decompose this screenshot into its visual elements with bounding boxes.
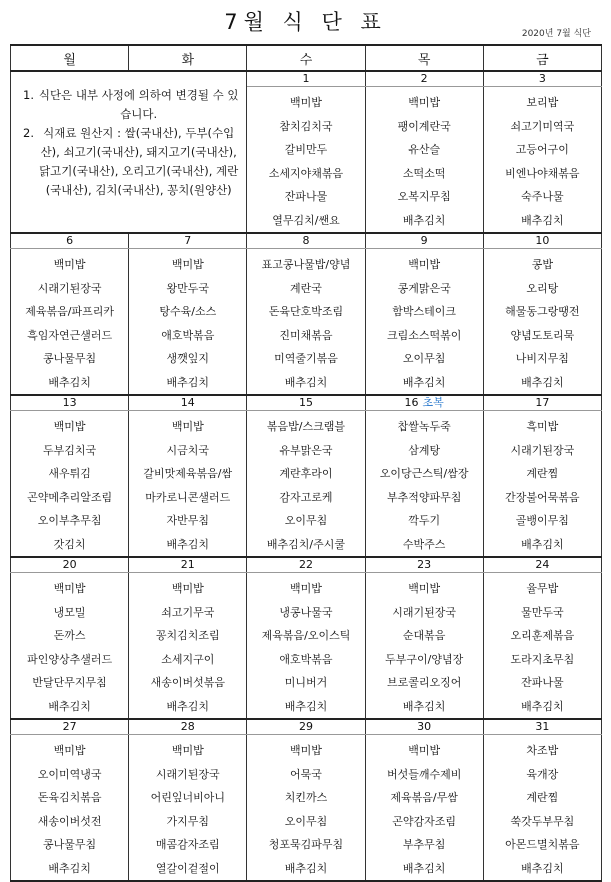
meal-item: 콩밥 bbox=[531, 258, 553, 271]
meal-item: 배추김치 bbox=[48, 861, 91, 875]
meal-item: 진미채볶음 bbox=[279, 328, 333, 342]
meal-item: 쇠고기미역국 bbox=[510, 119, 575, 133]
meal-item: 백미밥 bbox=[53, 420, 86, 433]
meal-item: 백미밥 bbox=[171, 258, 204, 271]
meal-item: 백미밥 bbox=[408, 744, 441, 757]
date-cell bbox=[129, 395, 247, 411]
date-number: 7 bbox=[184, 234, 192, 247]
meal-item: 매콤감자조림 bbox=[155, 838, 220, 851]
date-cell bbox=[483, 395, 601, 411]
meal-item: 백미밥 bbox=[171, 420, 204, 433]
meal-item: 계란찜 bbox=[526, 467, 559, 480]
meal-item: 율무밥 bbox=[526, 582, 559, 595]
date-cell bbox=[11, 557, 129, 573]
date-cell bbox=[247, 557, 365, 573]
date-number: 31 bbox=[535, 720, 550, 733]
notice-text: 식재료 원산지 : 쌀(국내산), 두부(수입산), 쇠고기(국내산), 돼지고기(국내산), 닭고기(국내산), 오리고기(국내산), 계란(국내산), 김치(국내산), 꽁치(원양산) bbox=[39, 126, 239, 197]
notice-number: 2. bbox=[23, 126, 34, 140]
date-label: 2020년 7월 식단 bbox=[521, 29, 591, 39]
meal-item: 오이부추무침 bbox=[37, 514, 102, 527]
menu-table bbox=[10, 44, 602, 882]
date-number: 9 bbox=[420, 234, 428, 247]
meal-list bbox=[484, 87, 601, 232]
meal-item: 소떡소떡 bbox=[402, 166, 446, 180]
week-meals-row bbox=[11, 573, 602, 720]
meal-item: 두부구이/양념장 bbox=[385, 652, 464, 666]
meal-item: 비엔나야채볶음 bbox=[505, 166, 580, 180]
meal-item: 어린잎너비아니 bbox=[150, 791, 225, 804]
meal-item: 백미밥 bbox=[408, 96, 441, 109]
date-cell bbox=[365, 71, 483, 87]
meal-item: 배추김치 bbox=[521, 375, 564, 389]
date-cell bbox=[247, 395, 365, 411]
day-header: 수 bbox=[247, 45, 365, 71]
date-number: 3 bbox=[538, 72, 546, 85]
meal-cell bbox=[11, 735, 129, 882]
meal-item: 오리탕 bbox=[526, 281, 559, 295]
holiday-label: 초복 bbox=[422, 396, 444, 409]
meal-list bbox=[366, 87, 483, 232]
meal-item: 배추김치 bbox=[521, 699, 564, 713]
meal-item: 콩게맑은국 bbox=[397, 281, 451, 295]
meal-cell bbox=[365, 573, 483, 720]
meal-item: 배추김치 bbox=[48, 375, 91, 389]
meal-item: 냉모밀 bbox=[53, 605, 86, 619]
meal-item: 배추김치 bbox=[166, 537, 210, 551]
meal-item: 콩나물무침 bbox=[43, 352, 97, 365]
meal-item: 돈까스 bbox=[53, 629, 86, 642]
meal-cell bbox=[129, 573, 247, 720]
day-header: 화 bbox=[129, 45, 247, 71]
meal-item: 백미밥 bbox=[171, 744, 204, 757]
meal-cell bbox=[11, 249, 129, 396]
meal-cell bbox=[483, 87, 601, 234]
meal-list bbox=[129, 249, 246, 394]
date-cell bbox=[365, 395, 483, 411]
meal-item: 두부김치국 bbox=[43, 443, 97, 457]
meal-item: 순대볶음 bbox=[402, 629, 446, 642]
meal-item: 시래기된장국 bbox=[392, 605, 457, 619]
meal-list bbox=[484, 735, 601, 880]
meal-item: 배추김치 bbox=[402, 861, 446, 875]
meal-item: 어묵국 bbox=[290, 767, 322, 781]
meal-item: 애호박볶음 bbox=[279, 652, 333, 666]
meal-item: 볶음밥/스크램블 bbox=[266, 420, 346, 433]
meal-item: 배추김치 bbox=[402, 699, 446, 713]
meal-item: 새송이버섯전 bbox=[37, 814, 102, 828]
meal-item: 백미밥 bbox=[53, 258, 86, 271]
meal-item: 계란국 bbox=[290, 281, 322, 295]
date-cell bbox=[11, 719, 129, 735]
meal-list bbox=[247, 735, 364, 880]
meal-item: 백미밥 bbox=[408, 258, 441, 271]
meal-item: 배추김치 bbox=[166, 375, 210, 389]
meal-item: 양념도토리묵 bbox=[510, 328, 575, 342]
meal-list bbox=[11, 735, 128, 880]
meal-item: 배추김치 bbox=[166, 699, 210, 713]
meal-item: 열갈이겉절이 bbox=[155, 861, 220, 875]
meal-cell bbox=[247, 249, 365, 396]
week-date-row bbox=[11, 557, 602, 573]
meal-cell bbox=[247, 411, 365, 558]
meal-item: 자반무침 bbox=[166, 514, 210, 527]
meal-cell bbox=[129, 411, 247, 558]
meal-list bbox=[11, 411, 128, 556]
meal-item: 흑미밥 bbox=[526, 420, 559, 433]
notice-text: 식단은 내부 사정에 의하여 변경될 수 있습니다. bbox=[38, 88, 239, 121]
date-number: 30 bbox=[417, 720, 432, 733]
meal-item: 꽁치김치조림 bbox=[155, 629, 220, 642]
meal-list bbox=[484, 573, 601, 718]
date-cell bbox=[483, 233, 601, 249]
meal-item: 쇠고기무국 bbox=[161, 605, 215, 619]
meal-item: 갈비만두 bbox=[284, 143, 328, 156]
date-number: 10 bbox=[535, 234, 550, 247]
date-number: 22 bbox=[298, 558, 313, 571]
date-number: 23 bbox=[417, 558, 432, 571]
date-cell bbox=[11, 233, 129, 249]
week-meals-row bbox=[11, 249, 602, 396]
date-number: 15 bbox=[298, 396, 313, 409]
meal-item: 제육볶음/무쌈 bbox=[390, 791, 458, 804]
meal-item: 물만두국 bbox=[521, 605, 564, 619]
meal-item: 오리훈제볶음 bbox=[510, 629, 575, 642]
meal-item: 계란후라이 bbox=[279, 467, 333, 480]
meal-item: 파인양상추샐러드 bbox=[27, 652, 113, 666]
date-cell bbox=[365, 719, 483, 735]
meal-item: 배추김치 bbox=[521, 537, 564, 551]
date-cell bbox=[247, 719, 365, 735]
meal-item: 나비지무침 bbox=[515, 352, 569, 365]
meal-item: 시래기된장국 bbox=[37, 281, 102, 295]
meal-item: 미역줄기볶음 bbox=[274, 352, 338, 365]
meal-item: 부추적양파무침 bbox=[386, 490, 462, 504]
meal-cell bbox=[129, 735, 247, 882]
meal-item: 치킨까스 bbox=[284, 791, 328, 804]
meal-item: 미니버거 bbox=[284, 676, 328, 689]
day-header: 목 bbox=[365, 45, 483, 71]
meal-item: 시래기된장국 bbox=[155, 767, 220, 781]
date-cell bbox=[129, 557, 247, 573]
meal-item: 백미밥 bbox=[408, 582, 441, 595]
meal-list bbox=[129, 735, 246, 880]
date-cell bbox=[365, 233, 483, 249]
meal-list bbox=[366, 573, 483, 718]
meal-item: 크림소스떡볶이 bbox=[386, 328, 462, 342]
meal-item: 백미밥 bbox=[171, 582, 204, 595]
meal-item: 해물동그랑땡전 bbox=[505, 305, 580, 318]
meal-item: 열무김치/쌘요 bbox=[272, 213, 340, 227]
meal-item: 시금치국 bbox=[166, 443, 210, 457]
week-meals-row bbox=[11, 411, 602, 558]
date-number: 17 bbox=[535, 396, 550, 409]
meal-item: 계란찜 bbox=[526, 791, 559, 804]
meal-item: 오이무침 bbox=[284, 814, 328, 828]
meal-item: 배추김치 bbox=[402, 375, 446, 389]
meal-item: 제육볶음/파프리카 bbox=[25, 305, 114, 318]
date-cell bbox=[365, 557, 483, 573]
day-header: 금 bbox=[483, 45, 601, 71]
meal-item: 배추김치 bbox=[402, 213, 446, 227]
week-date-row bbox=[11, 395, 602, 411]
meal-list bbox=[247, 249, 364, 394]
meal-item: 냉콩나물국 bbox=[279, 605, 333, 619]
date-cell bbox=[483, 719, 601, 735]
date-cell bbox=[483, 557, 601, 573]
date-number: 27 bbox=[62, 720, 77, 733]
meal-item: 오복지무침 bbox=[397, 190, 451, 203]
meal-item: 갈비맛제육볶음/쌈 bbox=[143, 467, 233, 480]
meal-item: 배추김치/주시쿨 bbox=[266, 537, 346, 551]
meal-item: 시래기된장국 bbox=[510, 443, 575, 457]
date-number: 1 bbox=[302, 72, 310, 85]
meal-item: 제육볶음/오이스틱 bbox=[261, 629, 351, 642]
meal-item: 감자고로케 bbox=[279, 490, 333, 504]
week-meals-row bbox=[11, 735, 602, 882]
meal-cell bbox=[247, 87, 365, 234]
meal-cell bbox=[365, 87, 483, 234]
meal-list bbox=[366, 411, 483, 556]
meal-item: 삼계탕 bbox=[408, 443, 441, 457]
meal-item: 애호박볶음 bbox=[161, 328, 215, 342]
notice-box bbox=[11, 71, 247, 233]
date-cell bbox=[129, 233, 247, 249]
meal-cell bbox=[247, 735, 365, 882]
meal-item: 백미밥 bbox=[290, 744, 322, 757]
meal-list bbox=[129, 411, 246, 556]
meal-item: 오이무침 bbox=[402, 352, 446, 365]
meal-list bbox=[484, 249, 601, 394]
meal-item: 반달단무지무침 bbox=[32, 676, 107, 689]
meal-item: 오이당근스틱/쌈장 bbox=[379, 467, 469, 480]
meal-cell bbox=[483, 411, 601, 558]
meal-item: 청포묵김파무침 bbox=[268, 838, 344, 851]
meal-list bbox=[247, 411, 364, 556]
date-number: 16 bbox=[404, 396, 419, 409]
notice-number: 1. bbox=[23, 88, 34, 102]
date-cell bbox=[247, 233, 365, 249]
date-cell bbox=[11, 395, 129, 411]
meal-cell bbox=[11, 573, 129, 720]
meal-list bbox=[11, 249, 128, 394]
meal-item: 유부맑은국 bbox=[279, 443, 333, 457]
meal-item: 백미밥 bbox=[53, 744, 86, 757]
meal-cell bbox=[365, 411, 483, 558]
meal-item: 고등어구이 bbox=[515, 143, 569, 156]
date-cell bbox=[483, 71, 601, 87]
meal-item: 곤약감자조림 bbox=[392, 814, 457, 828]
meal-list bbox=[247, 573, 364, 718]
day-header-row bbox=[11, 45, 602, 71]
week-date-row bbox=[11, 719, 602, 735]
date-cell bbox=[247, 71, 365, 87]
meal-item: 참치김치국 bbox=[279, 119, 333, 133]
notice-item bbox=[23, 86, 240, 124]
date-cell bbox=[129, 719, 247, 735]
meal-item: 육개장 bbox=[526, 767, 559, 781]
meal-item: 함박스테이크 bbox=[392, 305, 457, 318]
meal-item: 백미밥 bbox=[53, 582, 86, 595]
meal-item: 잔파나물 bbox=[284, 190, 328, 203]
date-number: 21 bbox=[180, 558, 195, 571]
meal-item: 배추김치 bbox=[284, 861, 328, 875]
meal-item: 마카로니콘샐러드 bbox=[145, 490, 231, 504]
meal-item: 숙주나물 bbox=[521, 190, 564, 203]
meal-item: 골뱅이무침 bbox=[515, 514, 569, 527]
meal-item: 돈육단호박조림 bbox=[268, 305, 344, 318]
date-number: 6 bbox=[66, 234, 74, 247]
meal-item: 표고콩나물밥/양념 bbox=[261, 258, 351, 271]
meal-item: 콩나물무침 bbox=[43, 838, 97, 851]
meal-item: 소세지야채볶음 bbox=[268, 166, 344, 180]
meal-cell bbox=[483, 249, 601, 396]
meal-cell bbox=[247, 573, 365, 720]
notice-item bbox=[23, 124, 240, 200]
meal-cell bbox=[483, 735, 601, 882]
week-date-row bbox=[11, 233, 602, 249]
meal-item: 브로콜리오징어 bbox=[386, 676, 462, 689]
meal-item: 도라지초무침 bbox=[510, 652, 575, 666]
date-number: 20 bbox=[62, 558, 77, 571]
meal-item: 보리밥 bbox=[526, 96, 559, 109]
date-number: 14 bbox=[180, 396, 195, 409]
week-date-row bbox=[11, 71, 602, 87]
meal-item: 돈육김치볶음 bbox=[37, 791, 102, 804]
meal-item: 수박주스 bbox=[402, 537, 446, 551]
meal-item: 오이미역냉국 bbox=[37, 767, 102, 781]
date-number: 24 bbox=[535, 558, 550, 571]
meal-cell bbox=[365, 249, 483, 396]
meal-list bbox=[247, 87, 364, 232]
meal-item: 배추김치 bbox=[521, 861, 564, 875]
meal-item: 새우튀김 bbox=[48, 467, 91, 480]
meal-item: 팽이계란국 bbox=[397, 119, 451, 133]
meal-item: 배추김치 bbox=[521, 213, 564, 227]
meal-cell bbox=[365, 735, 483, 882]
day-header: 월 bbox=[11, 45, 129, 71]
page-title: 7월 식 단 표 bbox=[224, 10, 387, 34]
meal-item: 배추김치 bbox=[48, 699, 91, 713]
meal-item: 갓김치 bbox=[53, 537, 86, 551]
meal-item: 왕만두국 bbox=[166, 281, 210, 295]
date-number: 8 bbox=[302, 234, 310, 247]
meal-item: 생깻잎지 bbox=[166, 352, 210, 365]
meal-item: 찹쌀녹두죽 bbox=[397, 420, 451, 433]
meal-item: 곤약메추리알조림 bbox=[27, 490, 113, 504]
meal-item: 부추무침 bbox=[402, 838, 446, 851]
meal-item: 차조밥 bbox=[526, 744, 559, 757]
meal-item: 간장불어묵볶음 bbox=[505, 490, 580, 504]
date-number: 29 bbox=[298, 720, 313, 733]
meal-item: 탕수육/소스 bbox=[159, 305, 217, 318]
meal-item: 새송이버섯볶음 bbox=[150, 676, 225, 689]
meal-list bbox=[129, 573, 246, 718]
meal-item: 쑥갓두부무침 bbox=[510, 814, 575, 828]
meal-cell bbox=[129, 249, 247, 396]
meal-cell bbox=[483, 573, 601, 720]
meal-item: 백미밥 bbox=[290, 582, 322, 595]
meal-cell bbox=[11, 411, 129, 558]
meal-item: 백미밥 bbox=[290, 96, 322, 109]
meal-list bbox=[366, 735, 483, 880]
meal-item: 오이무침 bbox=[284, 514, 328, 527]
meal-item: 배추김치 bbox=[284, 699, 328, 713]
meal-list bbox=[366, 249, 483, 394]
meal-item: 배추김치 bbox=[284, 375, 328, 389]
date-number: 13 bbox=[62, 396, 77, 409]
meal-item: 가지무침 bbox=[166, 814, 210, 828]
meal-item: 소세지구이 bbox=[161, 652, 215, 666]
meal-item: 유산슬 bbox=[408, 143, 441, 156]
meal-item: 흑임자연근샐러드 bbox=[27, 328, 113, 342]
date-number: 2 bbox=[420, 72, 428, 85]
meal-item: 깍두기 bbox=[408, 514, 441, 527]
meal-item: 잔파나물 bbox=[521, 676, 564, 689]
meal-list bbox=[484, 411, 601, 556]
meal-item: 아몬드멸치볶음 bbox=[505, 838, 580, 851]
meal-list bbox=[11, 573, 128, 718]
meal-item: 버섯들깨수제비 bbox=[386, 767, 462, 781]
date-number: 28 bbox=[180, 720, 195, 733]
